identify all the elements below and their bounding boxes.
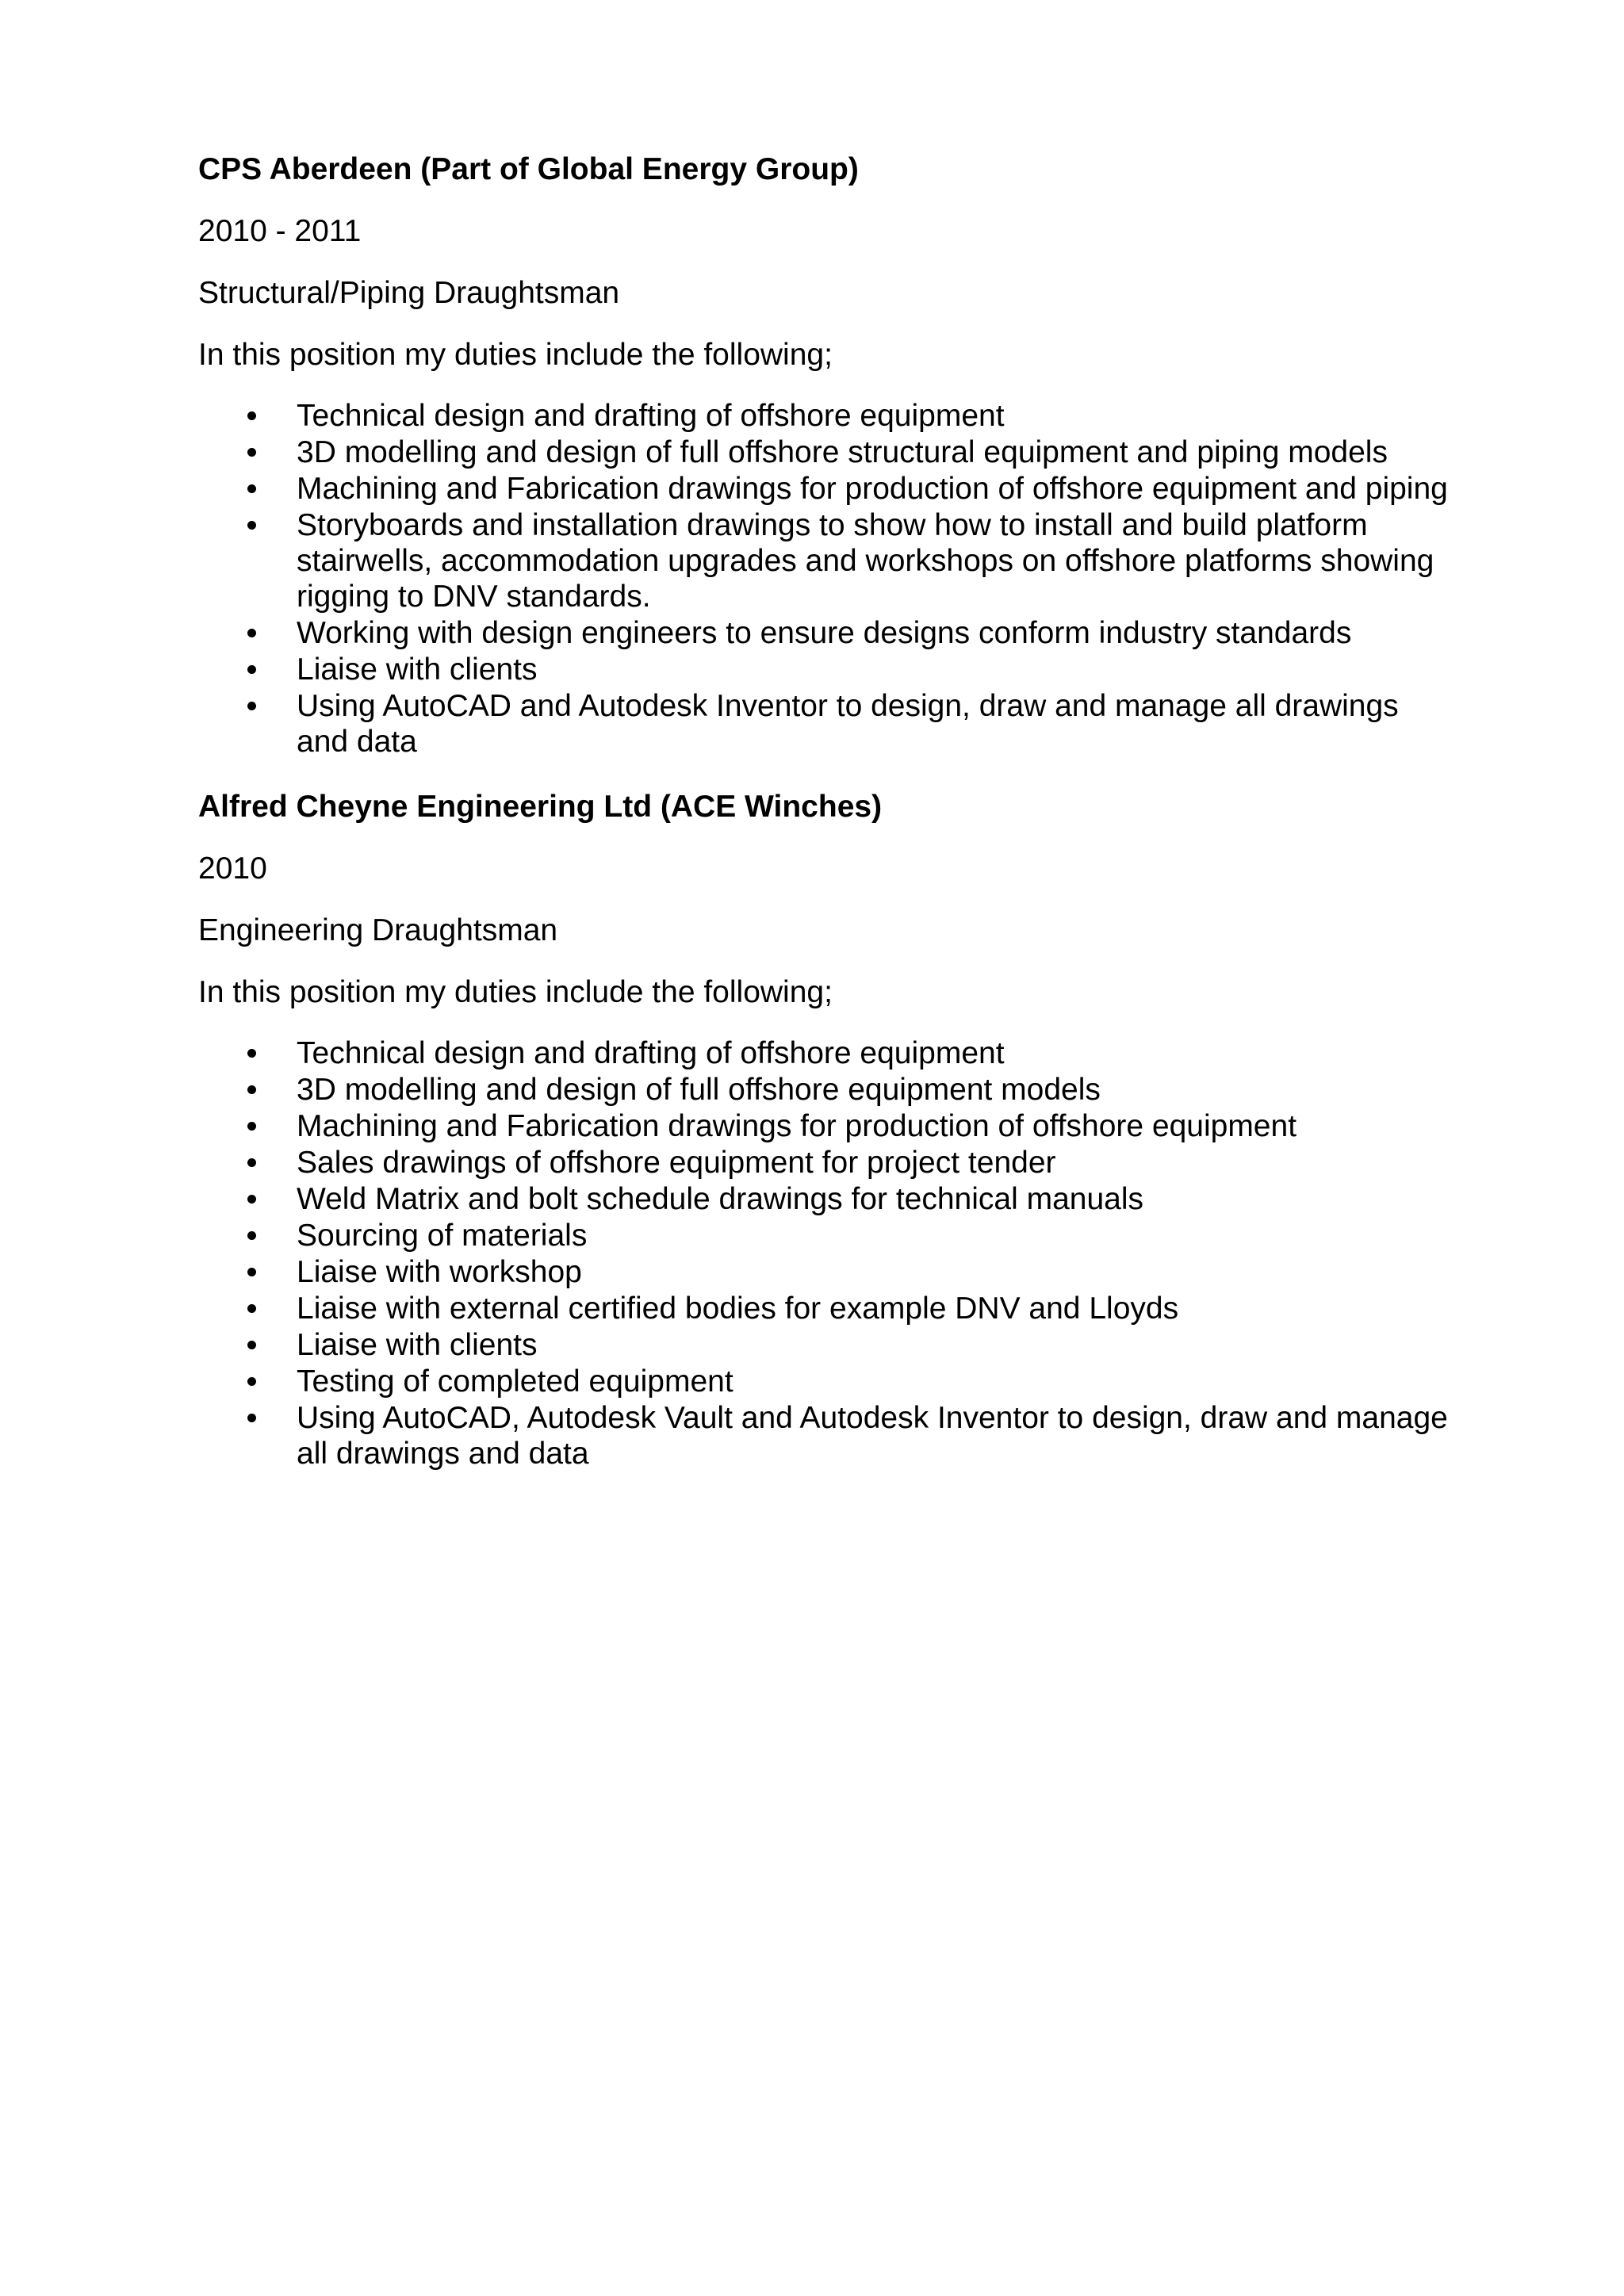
duty-text: Testing of completed equipment — [297, 1364, 733, 1399]
bullet-icon — [247, 629, 256, 637]
job-years: 2010 - 2011 — [198, 214, 362, 248]
company-heading: CPS Aberdeen (Part of Global Energy Group) — [198, 152, 859, 186]
duty-text: Using AutoCAD, Autodesk Vault and Autodesk Inventor to design, draw and manage all drawings and data — [297, 1401, 1448, 1471]
bullet-icon — [247, 1049, 256, 1058]
bullet-icon — [247, 1085, 256, 1094]
job-section — [198, 788, 1451, 1471]
list-item — [198, 615, 1451, 651]
list-item — [198, 688, 1451, 760]
bullet-icon — [247, 702, 256, 710]
duty-text: Technical design and drafting of offshore equipment — [297, 1036, 1005, 1070]
list-item — [198, 507, 1451, 614]
job-role: Engineering Draughtsman — [198, 913, 558, 947]
bullet-icon — [247, 1341, 256, 1349]
list-item — [198, 1181, 1451, 1217]
bullet-icon — [247, 411, 256, 420]
duties-list — [198, 1035, 1451, 1471]
bullet-icon — [247, 1414, 256, 1422]
list-item — [198, 1291, 1451, 1326]
bullet-icon — [247, 1377, 256, 1386]
company-heading: Alfred Cheyne Engineering Ltd (ACE Winches) — [198, 790, 883, 824]
bullet-icon — [247, 521, 256, 530]
list-item — [198, 652, 1451, 687]
list-item — [198, 1108, 1451, 1144]
job-section — [198, 151, 1451, 760]
duty-text: Liaise with workshop — [297, 1255, 582, 1289]
list-item — [198, 1035, 1451, 1071]
list-item — [198, 471, 1451, 507]
duty-text: Sales drawings of offshore equipment for project tender — [297, 1146, 1056, 1180]
duty-text: 3D modelling and design of full offshore structural equipment and piping models — [297, 435, 1388, 469]
list-item — [198, 1072, 1451, 1108]
list-item — [198, 1364, 1451, 1399]
duty-text: Using AutoCAD and Autodesk Inventor to design, draw and manage all drawings and data — [297, 689, 1399, 759]
duty-text: Liaise with clients — [297, 652, 538, 687]
bullet-icon — [247, 1195, 256, 1203]
bullet-icon — [247, 665, 256, 674]
duty-text: Weld Matrix and bolt schedule drawings for technical manuals — [297, 1182, 1143, 1216]
list-item — [198, 1400, 1451, 1471]
duties-intro: In this position my duties include the following; — [198, 338, 833, 372]
duty-text: Machining and Fabrication drawings for production of offshore equipment and piping — [297, 472, 1448, 506]
list-item — [198, 398, 1451, 434]
job-years: 2010 — [198, 851, 267, 886]
duty-text: 3D modelling and design of full offshore equipment models — [297, 1073, 1101, 1107]
list-item — [198, 1327, 1451, 1363]
list-item — [198, 1145, 1451, 1181]
job-role: Structural/Piping Draughtsman — [198, 276, 620, 310]
list-item — [198, 434, 1451, 470]
bullet-icon — [247, 448, 256, 457]
bullet-icon — [247, 1268, 256, 1276]
duty-text: Working with design engineers to ensure designs conform industry standards — [297, 616, 1352, 650]
list-item — [198, 1254, 1451, 1290]
bullet-icon — [247, 484, 256, 493]
duty-text: Storyboards and installation drawings to show how to install and build platform stairwells, accommodation upgrades and workshops on offshore platforms showing rigging to DNV standards. — [297, 508, 1434, 614]
bullet-icon — [247, 1122, 256, 1131]
duty-text: Sourcing of materials — [297, 1219, 588, 1253]
duty-text: Machining and Fabrication drawings for production of offshore equipment — [297, 1109, 1297, 1143]
duty-text: Technical design and drafting of offshore equipment — [297, 399, 1005, 433]
bullet-icon — [247, 1304, 256, 1313]
duty-text: Liaise with external certified bodies for example DNV and Lloyds — [297, 1292, 1179, 1326]
document-page — [198, 151, 1451, 1495]
bullet-icon — [247, 1158, 256, 1167]
bullet-icon — [247, 1231, 256, 1240]
duties-intro: In this position my duties include the following; — [198, 975, 833, 1009]
duties-list — [198, 398, 1451, 760]
duty-text: Liaise with clients — [297, 1328, 538, 1362]
list-item — [198, 1218, 1451, 1253]
